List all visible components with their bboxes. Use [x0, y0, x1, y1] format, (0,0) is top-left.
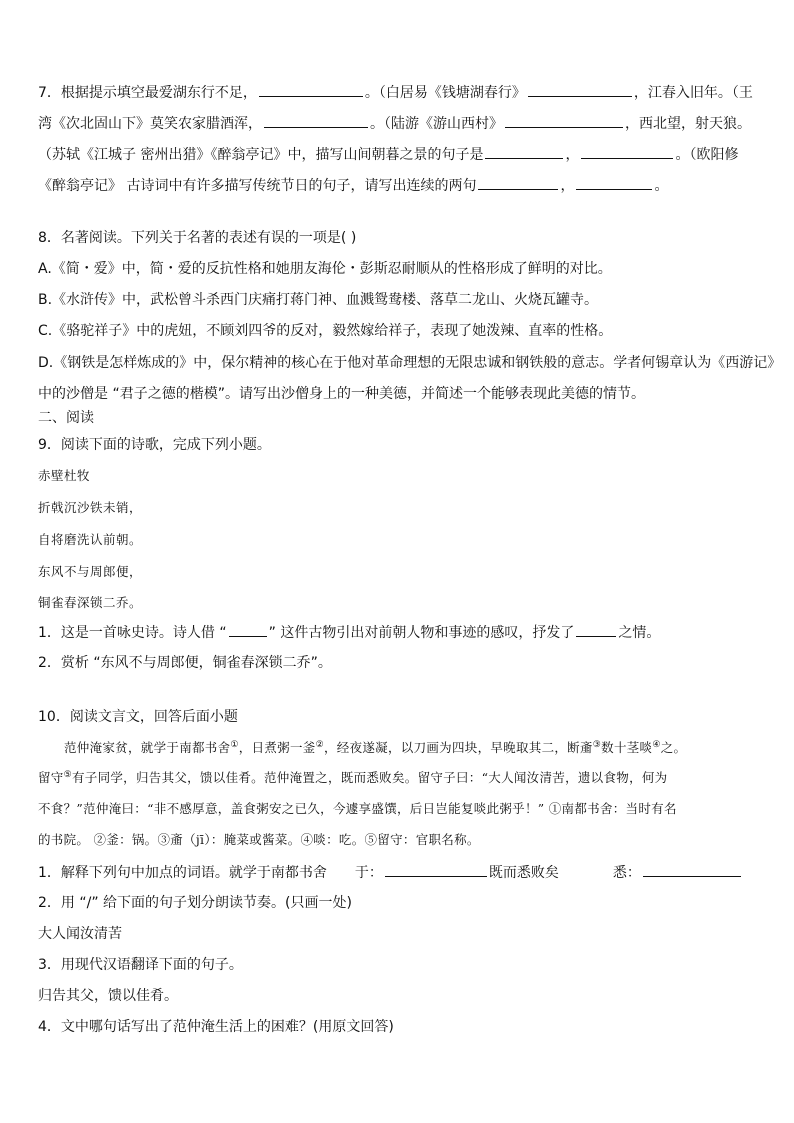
- q7-line-4: [38, 175, 668, 196]
- q10-text: 悉：: [612, 865, 641, 881]
- q10-stem: 10．阅读文言文，回答后面小题: [38, 709, 238, 725]
- q7-line-2: [38, 113, 751, 134]
- q10-text: 既而悉败矣: [488, 865, 559, 881]
- q10-sub-2-text: 大人闻汝清苦: [38, 926, 122, 942]
- answer-blank[interactable]: [581, 144, 673, 159]
- answer-blank[interactable]: [576, 622, 616, 637]
- q10-sub-4: 4．文中哪句话写出了范仲淹生活上的困难？(用原文回答): [38, 1019, 394, 1035]
- answer-blank[interactable]: [259, 82, 363, 97]
- section-heading: 二、阅读: [38, 410, 94, 426]
- footnote-mark: ⑤: [63, 769, 72, 780]
- q7-text: 。: [654, 178, 669, 194]
- passage-line: [64, 738, 686, 758]
- q10-sub-1: [38, 862, 743, 883]
- answer-blank[interactable]: [485, 144, 563, 159]
- q7-text: 湾《次北固山下》莫笑农家腊酒浑，: [38, 116, 262, 132]
- passage-line: 不食？”范仲淹曰：“非不感厚意，盖食粥安之已久，今遽享盛馔，后日岂能复啖此粥乎！” ①南都书舍：当时有名: [38, 801, 677, 816]
- q7-line-3: [38, 144, 738, 165]
- q10-sub-2: 2．用 “/” 给下面的句子划分朗读节奏。(只画一处): [38, 895, 352, 911]
- footnote-mark: ②: [315, 739, 324, 750]
- answer-blank[interactable]: [478, 175, 558, 190]
- q10-sub-3-text: 归告其父，馈以佳肴。: [38, 988, 178, 1004]
- q7-text: ，西北望，射天狼。: [625, 116, 751, 132]
- q8-stem: 8．名著阅读。下列关于名著的表述有误的一项是( ): [38, 230, 357, 246]
- q9-text: ” 这件古物引出对前朝人物和事迹的感叹，抒发了: [268, 625, 575, 641]
- answer-blank[interactable]: [576, 175, 652, 190]
- answer-blank[interactable]: [385, 862, 487, 877]
- q7-text: 。（欧阳修: [675, 147, 739, 163]
- passage-text: ，经夜遂凝，以刀画为四块，早晚取其二，断齑: [323, 740, 593, 755]
- answer-blank[interactable]: [528, 82, 632, 97]
- poem-line: 自将磨洗认前朝。: [38, 532, 143, 547]
- q9-text: 1．这是一首咏史诗。诗人借 “: [38, 625, 227, 641]
- q9-sub-1: [38, 622, 660, 643]
- q7-text: （苏轼《江城子 密州出猎》《醉翁亭记》中，描写山间朝暮之景的句子是: [38, 147, 484, 163]
- q10-sub-3: 3．用现代汉语翻译下面的句子。: [38, 957, 243, 973]
- passage-text: 有子同学，归告其父，馈以佳肴。范仲淹置之，既而悉败矣。留守子曰：“大人闻汝清苦，遗以食物，何为: [71, 770, 668, 785]
- passage-text: 留守: [38, 770, 64, 785]
- q10-text: 于：: [354, 865, 383, 881]
- q7-text: ，: [565, 147, 580, 163]
- poem-title: 赤壁杜牧: [38, 468, 91, 483]
- footnote-mark: ①: [230, 739, 239, 750]
- q9-stem: 9．阅读下面的诗歌，完成下列小题。: [38, 437, 271, 453]
- q8-option-b: B.《水浒传》中，武松曾斗杀西门庆痛打蒋门神、血溅鸳鸯楼、落草二龙山、火烧瓦罐寺。: [38, 292, 599, 308]
- q9-sub-2: 2．赏析 “东风不与周郎便，铜雀春深锁二乔”。: [38, 655, 332, 671]
- q7-line-1: [38, 82, 753, 103]
- passage-text: 范仲淹家贫，就学于南都书舍: [64, 740, 231, 755]
- q7-text: 7．根据提示填空最爱湖东行不足，: [38, 85, 257, 101]
- poem-line: 铜雀春深锁二乔。: [38, 595, 143, 610]
- q7-text: 。（白居易《钱塘湖春行》: [364, 85, 526, 101]
- answer-blank[interactable]: [264, 113, 368, 128]
- q8-option-d-cont: 中的沙僧是 “君子之德的楷模”。请写出沙僧身上的一种美德，并简述一个能够表现此美德的情节。: [38, 386, 645, 402]
- q10-text: 1．解释下列句中加点的词语。就学于南都书舍: [38, 865, 327, 881]
- q8-option-c: C.《骆驼祥子》中的虎妞，不顾刘四爷的反对，毅然嫁给祥子，表现了她泼辣、直率的性格。: [38, 323, 613, 339]
- q8-option-d: D.《钢铁是怎样炼成的》中，保尔精神的核心在于他对革命理想的无限忠诚和钢铁般的意志。学者何锡章认为《西游记》: [38, 355, 782, 371]
- passage-line: [38, 768, 667, 788]
- q8-option-a: A.《简・爱》中，简・爱的反抗性格和她朋友海伦・彭斯忍耐顺从的性格形成了鲜明的对比。: [38, 261, 612, 277]
- poem-line: 折戟沉沙铁未销，: [38, 500, 143, 515]
- passage-text: ，日煮粥一釜: [238, 740, 316, 755]
- q7-text: ，江春入旧年。（王: [633, 85, 753, 101]
- passage-text: 之。: [660, 740, 687, 755]
- q9-text: 之情。: [618, 625, 661, 641]
- footnotes-line: 的书院。 ②釜：锅。③齑（jī）：腌菜或酱菜。④啖：吃。⑤留守：官职名称。: [38, 832, 480, 847]
- q7-text: ，: [560, 178, 575, 194]
- footnote-mark: ③: [592, 739, 602, 750]
- answer-blank[interactable]: [643, 862, 741, 877]
- passage-text: 数十茎啖: [601, 740, 653, 755]
- answer-blank[interactable]: [505, 113, 623, 128]
- answer-blank[interactable]: [229, 622, 267, 637]
- footnote-mark: ④: [652, 739, 661, 750]
- poem-line: 东风不与周郎便，: [38, 564, 143, 579]
- q7-text: 《醉翁亭记》 古诗词中有许多描写传统节日的句子，请写出连续的两句: [38, 178, 477, 194]
- q7-text: 。（陆游《游山西村》: [370, 116, 503, 132]
